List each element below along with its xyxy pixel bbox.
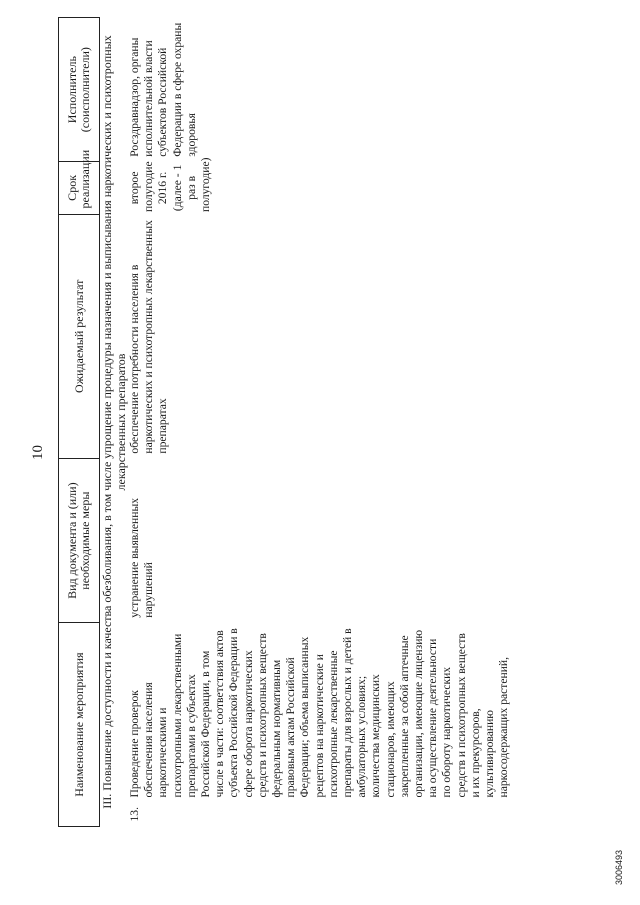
header-executor: Исполнитель (соисполнители): [59, 18, 100, 162]
document-code: 3006493: [614, 849, 624, 885]
cell-name: [128, 623, 511, 827]
header-name: Наименование мероприятия: [59, 623, 100, 827]
page-number: 10: [30, 445, 46, 460]
cell-result: обеспечение потребности населения в наркотических и психотропных лекарственных препаратах: [128, 220, 170, 454]
section-title: III. Повышение доступности и качества обезболивания, в том числе упрощение процедуры назначения и выписывания наркотических и психотропных лекарственных препаратов: [100, 35, 128, 809]
item-name: Проведение проверок обеспечения населения наркотическими и психотропными лекарственными препаратами в субъектах Российской Федерации, в том числе в части: соответствия актов субъекта Российской Федерации в сфере оборота наркотических средств и психотропных веществ федеральным нормативным правовым актам Российской Федерации; объема выписанных рецептов на наркотические и психотропные лекарственные препараты для взрослых и детей в амбулаторных условиях; количества медицинских стационаров, имеющих закрепленные за собой аптечные организации, имеющие лицензию на осуществление деятельности по обороту наркотических средств и психотропных веществ и их прекурсоров, культивированию наркосодержащих растений,: [128, 628, 511, 798]
measures-table: [58, 17, 511, 827]
item-number: 13.: [128, 807, 141, 822]
section-row: [100, 18, 129, 827]
header-result: Ожидаемый результат: [59, 214, 100, 459]
cell-kind: устранение выявленных нарушений: [128, 497, 156, 618]
cell-term: второе полугодие 2016 г. (далее - 1 раз в полугодие): [128, 157, 213, 213]
header-term: Срок реализации: [59, 162, 100, 214]
table-row: [128, 18, 511, 827]
header-kind: Вид документа и (или) необходимые меры: [59, 459, 100, 623]
table-header-row: [59, 18, 100, 827]
cell-executor: Росздравнадзор, органы исполнительной власти субъектов Российской Федерации в сфере охраны здоровья: [128, 22, 198, 157]
